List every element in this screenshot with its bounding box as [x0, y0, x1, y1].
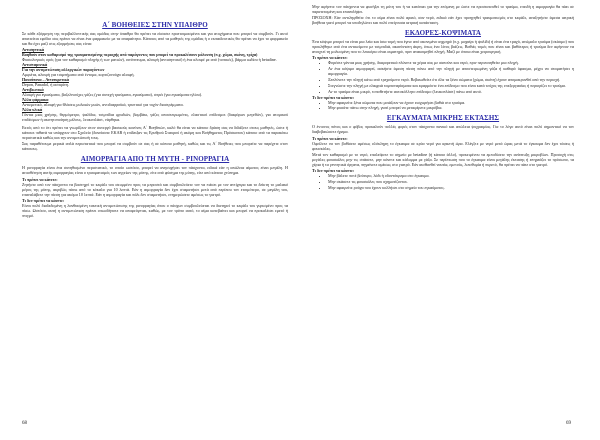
paragraph: Σας παραθέτουμε μερικά απλά περιστατικά που μπορεί να συμβούν σε σας ή σε κάποιο μαθητή, καθώς και τις Α΄ Βοήθειες που μπορείτε να παρέχετε στον κάποιους.: [22, 141, 288, 152]
bullet-list: [312, 173, 574, 190]
intro-paragraph: Σε κάθε εξόρμηση της περιβαλλοντικής σας ομάδας στην ύπαιθρο θα πρέπει να είσαστε προετοιμασμένοι και για ατυχήματα που μπορεί να συμβούν. Γι αυτό απαιτείται εφόδιο σας πρέπει να είναι ένα φαρμακείο με τα απαραίτητα. Κάποιος από τα μαθητές της ομάδας ή ο εκπαιδευτικός θα πρέπει να έχει το φαρμακείο και θα έχει μαζί στις εξορμήσεις σας είναι:: [22, 31, 288, 46]
list-item: Παυσίπονα – Αντιπυρετικά: [22, 77, 69, 83]
section-subheading: Τι δεν πρέπει να κάνετε:: [22, 197, 65, 203]
paragraph: Οφείλετε να τον βυθίσετε αμέσως ολόκληρη το έγκαυμα σε κρύο νερό για αρκετή ώρα. Ελέγξτε με νερό μετά ώρας μετά το έγκαυμα δεν έχει τάσεις ή φουσκάλες.: [312, 140, 574, 151]
list-item: • Μην φυσάτε πάνω στην πληγή, γιατί μπορεί να μεταφέρετε μικρόβια.: [328, 105, 574, 110]
list-item: Αντιβιωτικά: [22, 87, 44, 93]
paragraph: ΠΡΟΣΟΧΗ: Εάν αντιληφθείτε ότι το αίμα είναι πολύ αραιό, σαν νερό, ειδικά εάν έχει προηγηθεί τραυματισμός στο κεφάλι, αναζητήστε άμεσα ιατρική βοήθεια γιατί μπορεί να υποδηλώνει και πολύ επείγουσα ιατρική κατάσταση.: [312, 15, 574, 26]
page-number-left: 68: [22, 421, 27, 426]
list-item: • Μην αφαιρείτε ξένα σώματα που μοιάζουν να έχουν εισχωρήσει βαθιά στο τραύμα.: [328, 100, 574, 105]
paragraph: Εκτός από το ότι πρέπει να γνωρίζουν στον συνεργό βασικούς κανόνες Α΄ Βοηθειών, καλό θα είναι να κάποιο δράση σας να διδάξετε στους μαθητές, ώστε ή κάποιοι πιθανά να υπάρχουν στο Σχολείο (δανείσατε ΕΚΑΒ ή επίδειξαν τις Ερυθρού Σταυρού ή ακόμη και Βοήθηματος Πρόσκοπου) κάποιο από τα παρακάτω περιστατικά καθώς και την αντιμετώπισή τους.: [22, 125, 288, 141]
section-title: ΑΙΜΟΡΡΑΓΙΑ ΑΠΟ ΤΗ ΜΥΤΗ - ΡΙΝΟΡΡΑΓΙΑ: [80, 155, 230, 164]
section-subheading: Τι δεν πρέπει να κάνετε:: [312, 94, 355, 100]
paragraph: Μην αφήνετε τον πάσχοντα να φυσήξει τη μύτη του ή να κατάπιει για την επόμενη με ώστε να προστατευθεί το τραύμα, επειδή η αιμορραγία θα πάει σε παρατεταμένη και επαναλήψει.: [312, 4, 574, 14]
list-item: Αμφιέτα, αλοιφή για τσιμπήματα από έντομα, κορτιζονούχα αλοιφή.: [22, 72, 135, 78]
list-item: Φυσιολογικός ορός (για τον καθαρισμό πληγής ή των ματιών), οινόπνευμα, αλοιφή (αντισηπτικό) ή ένα αλοιφέ με από (τοπικές), βάμμα ιωδίου ή betadine.: [22, 57, 277, 63]
page-title: Α΄ ΒΟΗΘΕΙΕΣ ΣΤΗΝ ΥΠΑΙΘΡΟ: [102, 21, 208, 29]
list-item: • Φορέστε γάντια μιας χρήσης, διαφορετικά πλύνετε τα χέρια σας με σαπούνι και νερό, πριν περιποιηθείτε μια πληγή.: [328, 60, 574, 65]
list-item: • Ξεπλύνετε την πληγή κάτω από τρεχούμενο νερό. Βεβαιωθείτε ότι όλα τα ξένα σώματα (χώμα, σκόνη) έχουν απομακρυνθεί από την περιοχή.: [328, 77, 574, 82]
list-item: Γάντια μιας χρήσης, θερμόμετρο, ψαλίδια, τσιμπίδια φρυδιών, βαμβάκι, γάζες αποστειρωμένες, ελαστικοί επίδεσμοι (διαφόρων μεγεθών), για ατομικού επιδέσμων ή ακινητοποίηση μέλους, λευκοπλάστ, νάρθηκα.: [22, 112, 288, 123]
list-item: Depon, Panadol, ή ασπιρίνη.: [22, 82, 70, 88]
list-item: Βοηθούν στον καθαρισμό της τραυματισμένης περιοχής από παράγοντες που μπορεί να προκαλέσουν μόλυνση (π.χ. χώμα, σκόνη, τρίχα): [22, 52, 258, 58]
paragraph: Η ρινορραγία είναι ένα συνηθισμένο περιστατικό, το οποίο ωστόσο, μπορεί να ανησυχήσει τον πάσχοντα, ειδικά εάν η απώλεια αίματος είναι μεγάλη. Η αιτιοθέτηση αυτής αιμορραγίας είναι ο τραυματισμός των αγγείων της μύτης, είτε από φύσημα της μύτης, είτε από κάποιο χτύπημα.: [22, 165, 288, 176]
list-item: Αντισηπτικά: [22, 47, 45, 53]
section-subheading: Τι πρέπει να κάνετε:: [312, 135, 348, 141]
section-subheading: Τι δεν πρέπει να κάνετε:: [312, 167, 355, 173]
list-item: • Μην αφαιρείτε ρούχα που έχουν κολλήσει στο σημείο του εγκαύματος.: [328, 185, 574, 190]
list-item: • Αν ένα κόψιμο αιμορραγεί, ασκήστε άμεση πίεση πάνω από την πληγή με αποστειρωμένη γάζα ή καθαρό ύφασμα, μέχρι να σταματήσει η αιμορραγία.: [328, 66, 574, 76]
page-number-right: 69: [566, 421, 571, 426]
paragraph: Μετά τον καθαρισμό με το νερό, επαλείψετε το σημείο με betadine (ή κάποιο άλλο), προκειμένου να εμποδίσετε την ανάπτυξη μικροβίων. Προσοχή στις μεγάλες φουσκάλες μην τις σπάσετε, μην κάνετε και κάλυμμα με γάζα. Σε περίπτωση που το έγκαυμα είναι μεγάλης έκτασης ή επηρεάζει το πρόσωπο, τα χέρια ή τα γεννητικά όργανα, πηγαίνετε αμέσως στο γιατρό. Εάν αισθανθεί ναυτία, εμετούς, λιποθυμία ή πυρετό, θα πρέπει να πάτε στο γιατρό.: [312, 151, 574, 167]
list-item: Άλλα φάρμακα: [22, 97, 49, 103]
section-subheading: Τι πρέπει να κάνετε:: [22, 176, 58, 182]
paragraph: Ένα κόψιμο μπορεί να είναι μια λεία και ίσια τομή που έγινε από ακονιμένο αιχμηρό (π.χ. μαχαίρι ή ψαλίδι) ή είναι ένα τραχύ, ανώμαλο τραύμα (σκίσιμο) που προκλήθηκε από ένα αντικείμενο με τσιμπιδιά, ακανόνιστη άκρη, όπως ένα λίνος βιάζεις. Βαθιές τομές που είναι και βαθύτερες ή τραύμα δεν αφήνουν να ανοιχτεί τη μολυσμένη που το λευκόριο είναι αιματηρό, πριν ανακοιμηθεί πληγή. Μαζί με όποια είναι χειρουργική.: [312, 39, 574, 55]
paragraph: Είναι πολύ διαδεδομένη η λανθασμένη τακτική αντιμετώπισης της ρινορραγίας όπου ο πάσχων συμβουλεύεται να διατηρεί το κεφάλι του γυρισμένο προς τα πίσω. Ωστόσο, αυτή η αντιμετώπιση πρέπει οπωσδήποτε να αποφεύγεται, καθώς, με τον τρόπο αυτό, το αίμα κατεβαίνει και μπορεί να προκαλέσει εμετό ή πνιγμό.: [22, 202, 288, 218]
list-item: Άλλα υλικά: [22, 107, 43, 113]
right-page: [300, 0, 600, 440]
section-title: ΕΚΔΟΡΕΣ-ΚΟΨΙΜΑΤΑ: [404, 29, 482, 38]
list-item: • Μην βάλετε ποτέ βούτυρο, λάδι ή οδοντόκρεμα στο έγκαυμα.: [328, 173, 574, 178]
paragraph: Ζητήστε από τον πάσχοντα να βαστηχεί το κεφάλι του σκυμμένο προς τα μπροστά και συμβουλεύετε τον να πιέσει με τον αντίχειρα και το δείκτη το μαλακό μέρος της μύτης, ακριβώς πάνω από το κόκαλο για 10 λεπτά. Εάν η αιμορραγία δεν έχει σταματήσει μετά από περίπου τον ετοιμότερο, σε μεγάλη του, επαναλάβετε την πίεση για ακόμα 10 λεπτά. Εάν η αιμορραγία και πάλι δεν σταματήσει, ενημερώσετε αμέσως το γιατρό.: [22, 181, 288, 197]
list-item: Αντιεμετικό, αλοιφή για θλάσεις μυλαιών μυών, αντιδιαρροϊκά, τρυπτικό για τυχόν διαστρέμματα.: [22, 102, 184, 108]
list-item: • Αν το τραύμα είναι μικρό, τοποθετήστε αυτοκόλλητο επίδεσμο (λευκοπλάστ) πάνω από αυτό.: [328, 89, 574, 94]
section-title: ΕΓΚΑΥΜΑΤΑ ΜΙΚΡΗΣ ΕΚΤΑΣΗΣ: [386, 114, 500, 123]
section-subheading: Τι πρέπει να κάνετε:: [312, 55, 348, 61]
list-item: Αντισταμινικά: [22, 62, 48, 68]
list-item: Για την αντιμετώπιση αλλεργικών παραγόντων: [22, 67, 105, 73]
bullet-list: [312, 100, 574, 111]
list-item: Αλοιφή για εγκαύματα, βαζελινούχες γάζες (για συνεχή τραύματα, εγκαύματα), σπρέι (για εγκαύματα ηλίου).: [22, 92, 203, 98]
bullet-list: [312, 60, 574, 93]
list-item: • Μην σκάσετε τις φουσκάλες που σχηματίζονται.: [328, 179, 574, 184]
paragraph: Ο έντονος πόνος και ο φόβος προκαλούν πολλές φορές στον πάσχοντα πανικό και απώλεια ψυχραιμίας. Για το λόγο αυτό είναι πολύ σημαντικό να τον διαβεβαιώσετε ήρεμα.: [312, 124, 574, 135]
list-item: • Στεγνώστε την πληγή με ελαφριά ταμποναρίσματα και εφαρμόστε ένα επίδεσμο που είναι κατά τεύχος της επεξεργασίας ή περιορίζει το τραύμα.: [328, 83, 574, 88]
